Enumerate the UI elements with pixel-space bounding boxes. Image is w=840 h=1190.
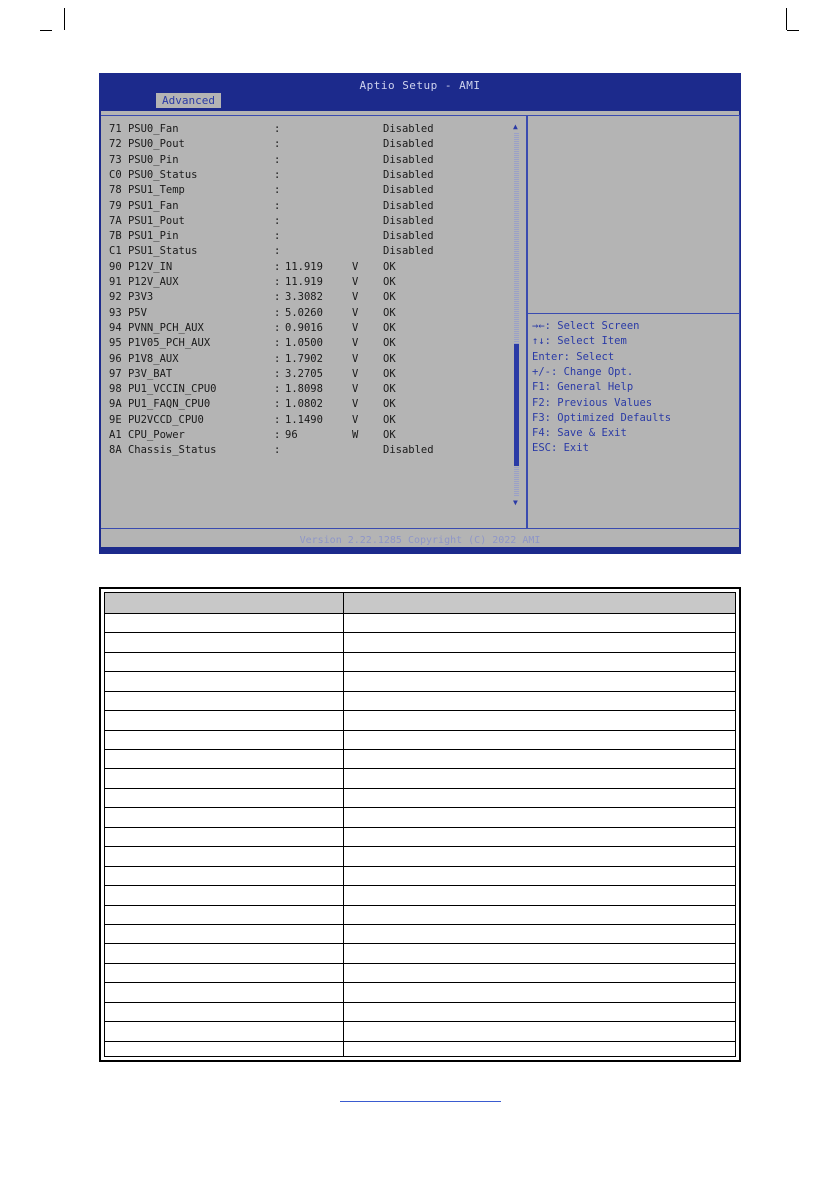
sensor-status: Disabled bbox=[383, 153, 434, 166]
sensor-name: A1 CPU_Power bbox=[109, 429, 185, 441]
sensor-unit: V bbox=[352, 260, 359, 273]
sensor-name: 9A PU1_FAQN_CPU0 bbox=[109, 398, 211, 411]
sensor-value: 1.7902 bbox=[285, 352, 323, 365]
scroll-down-icon[interactable]: ▼ bbox=[513, 498, 518, 507]
scroll-thumb[interactable] bbox=[514, 344, 519, 466]
empty-table bbox=[99, 587, 741, 1062]
table-row bbox=[105, 827, 735, 847]
sensor-unit: V bbox=[352, 352, 359, 365]
table-row bbox=[105, 963, 735, 983]
table-row bbox=[105, 905, 735, 925]
crop-mark-top-left bbox=[52, 8, 65, 30]
sensor-status: Disabled bbox=[383, 184, 434, 197]
table-row bbox=[105, 924, 735, 944]
table-row bbox=[105, 788, 735, 808]
crop-mark-top-left-h bbox=[40, 30, 52, 31]
sensor-status: Disabled bbox=[383, 230, 434, 243]
table-row bbox=[105, 866, 735, 886]
bios-screenshot bbox=[99, 73, 741, 554]
sensor-value: 1.0500 bbox=[285, 337, 323, 350]
sensor-name: 92 P3V3 bbox=[109, 291, 154, 304]
sensor-name: 9E PU2VCCD_CPU0 bbox=[109, 413, 204, 426]
sensor-name: C0 PSU0_Status bbox=[109, 168, 198, 181]
table-row bbox=[105, 652, 735, 672]
bios-footer: Version 2.22.1285 Copyright (C) 2022 AMI bbox=[299, 535, 541, 546]
sensor-status: OK bbox=[383, 429, 396, 441]
table-row bbox=[105, 944, 735, 964]
table-row bbox=[105, 671, 735, 691]
sensor-name: 79 PSU1_Fan bbox=[109, 199, 179, 212]
sensor-unit: V bbox=[352, 367, 359, 380]
help-line: Enter: Select bbox=[532, 350, 615, 363]
sensor-name: 93 P5V bbox=[109, 306, 147, 319]
help-panel bbox=[527, 115, 740, 529]
sensor-colon: : bbox=[274, 168, 281, 181]
sensor-name: 90 P12V_IN bbox=[109, 260, 173, 273]
sensor-status: OK bbox=[383, 337, 396, 350]
tab-advanced[interactable]: Advanced bbox=[156, 93, 221, 108]
sensor-colon: : bbox=[274, 199, 281, 212]
sensor-colon: : bbox=[274, 214, 281, 227]
sensor-status: Disabled bbox=[383, 245, 434, 258]
sensor-status: Disabled bbox=[383, 168, 434, 181]
sensor-value: 1.0802 bbox=[285, 398, 323, 411]
sensor-colon: : bbox=[274, 153, 281, 166]
sensor-status: OK bbox=[383, 367, 396, 380]
sensor-colon: : bbox=[274, 184, 281, 197]
sensor-status: OK bbox=[383, 383, 396, 396]
sensor-colon: : bbox=[274, 444, 281, 457]
sensor-value: 3.2705 bbox=[285, 367, 323, 380]
table-row bbox=[105, 1021, 735, 1041]
sensor-colon: : bbox=[274, 245, 281, 258]
sensor-value: 5.0260 bbox=[285, 306, 323, 319]
sensor-value: 11.919 bbox=[285, 276, 323, 288]
sensor-colon: : bbox=[274, 383, 281, 396]
sensor-colon: : bbox=[274, 306, 281, 319]
sensor-status: OK bbox=[383, 352, 396, 365]
bios-title: Aptio Setup - AMI bbox=[359, 79, 481, 92]
sensor-unit: W bbox=[352, 429, 359, 441]
table-row bbox=[105, 1002, 735, 1022]
sensor-name: C1 PSU1_Status bbox=[109, 245, 198, 258]
sensor-colon: : bbox=[274, 367, 281, 380]
sensor-status: OK bbox=[383, 398, 396, 411]
table-row bbox=[105, 769, 735, 789]
table-row bbox=[105, 846, 735, 866]
scrollbar[interactable] bbox=[512, 122, 522, 507]
sensor-name: 71 PSU0_Fan bbox=[109, 123, 179, 135]
help-divider bbox=[528, 313, 739, 314]
sensor-colon: : bbox=[274, 321, 281, 334]
sensor-name: 98 PU1_VCCIN_CPU0 bbox=[109, 383, 217, 396]
table-row bbox=[105, 749, 735, 769]
sensor-name: 72 PSU0_Pout bbox=[109, 138, 185, 151]
sensor-colon: : bbox=[274, 413, 281, 426]
sensor-status: OK bbox=[383, 260, 396, 273]
sensor-name: 95 P1V05_PCH_AUX bbox=[109, 337, 211, 350]
table-row bbox=[105, 808, 735, 828]
hyperlink-underline[interactable] bbox=[340, 1101, 501, 1102]
sensor-status: Disabled bbox=[383, 138, 434, 151]
table-row bbox=[105, 730, 735, 750]
sensor-status: Disabled bbox=[383, 444, 434, 457]
table-body bbox=[104, 592, 736, 1057]
sensor-value: 96 bbox=[285, 429, 298, 441]
sensor-name: 7A PSU1_Pout bbox=[109, 214, 185, 227]
sensor-list-panel bbox=[101, 115, 527, 529]
bios-body bbox=[101, 111, 739, 547]
sensor-colon: : bbox=[274, 291, 281, 304]
help-line: →←: Select Screen bbox=[532, 320, 640, 332]
help-line: F1: General Help bbox=[532, 381, 634, 394]
sensor-colon: : bbox=[274, 260, 281, 273]
sensor-unit: V bbox=[352, 383, 359, 396]
table-row bbox=[105, 983, 735, 1003]
sensor-name: 8A Chassis_Status bbox=[109, 444, 217, 457]
table-row bbox=[105, 691, 735, 711]
sensor-unit: V bbox=[352, 276, 359, 288]
sensor-unit: V bbox=[352, 321, 359, 334]
sensor-status: OK bbox=[383, 321, 396, 334]
sensor-name: 96 P1V8_AUX bbox=[109, 352, 179, 365]
sensor-name: 91 P12V_AUX bbox=[109, 276, 179, 288]
sensor-colon: : bbox=[274, 230, 281, 243]
sensor-unit: V bbox=[352, 413, 359, 426]
sensor-unit: V bbox=[352, 291, 359, 304]
sensor-status: OK bbox=[383, 291, 396, 304]
table-header bbox=[105, 593, 735, 614]
help-line: F3: Optimized Defaults bbox=[532, 411, 672, 424]
help-line: ESC: Exit bbox=[532, 442, 589, 455]
sensor-status: OK bbox=[383, 413, 396, 426]
sensor-value: 3.3082 bbox=[285, 291, 323, 304]
help-line: +/-: Change Opt. bbox=[532, 365, 634, 378]
scroll-up-icon[interactable]: ▲ bbox=[513, 122, 518, 131]
sensor-name: 97 P3V_BAT bbox=[109, 367, 173, 380]
sensor-colon: : bbox=[274, 138, 281, 151]
sensor-colon: : bbox=[274, 276, 281, 288]
help-line: F4: Save & Exit bbox=[532, 427, 627, 440]
sensor-status: Disabled bbox=[383, 199, 434, 212]
sensor-unit: V bbox=[352, 398, 359, 411]
sensor-colon: : bbox=[274, 352, 281, 365]
sensor-status: OK bbox=[383, 306, 396, 319]
crop-mark-top-right bbox=[786, 8, 799, 30]
sensor-status: Disabled bbox=[383, 123, 434, 135]
crop-mark-top-right-h bbox=[787, 30, 799, 31]
sensor-colon: : bbox=[274, 123, 281, 135]
sensor-value: 11.919 bbox=[285, 260, 323, 273]
table-row bbox=[105, 710, 735, 730]
sensor-value: 1.8098 bbox=[285, 383, 323, 396]
table-row bbox=[105, 632, 735, 652]
sensor-unit: V bbox=[352, 337, 359, 350]
help-line: ↑↓: Select Item bbox=[532, 335, 627, 348]
sensor-name: 94 PVNN_PCH_AUX bbox=[109, 321, 204, 334]
sensor-value: 1.1490 bbox=[285, 413, 323, 426]
sensor-status: Disabled bbox=[383, 214, 434, 227]
sensor-name: 78 PSU1_Temp bbox=[109, 184, 185, 197]
sensor-colon: : bbox=[274, 429, 281, 441]
sensor-value: 0.9016 bbox=[285, 321, 323, 334]
sensor-status: OK bbox=[383, 276, 396, 288]
sensor-name: 73 PSU0_Pin bbox=[109, 153, 179, 166]
sensor-name: 7B PSU1_Pin bbox=[109, 230, 179, 243]
sensor-colon: : bbox=[274, 398, 281, 411]
sensor-unit: V bbox=[352, 306, 359, 319]
table-row bbox=[105, 885, 735, 905]
sensor-colon: : bbox=[274, 337, 281, 350]
table-row bbox=[105, 613, 735, 633]
help-line: F2: Previous Values bbox=[532, 396, 653, 409]
